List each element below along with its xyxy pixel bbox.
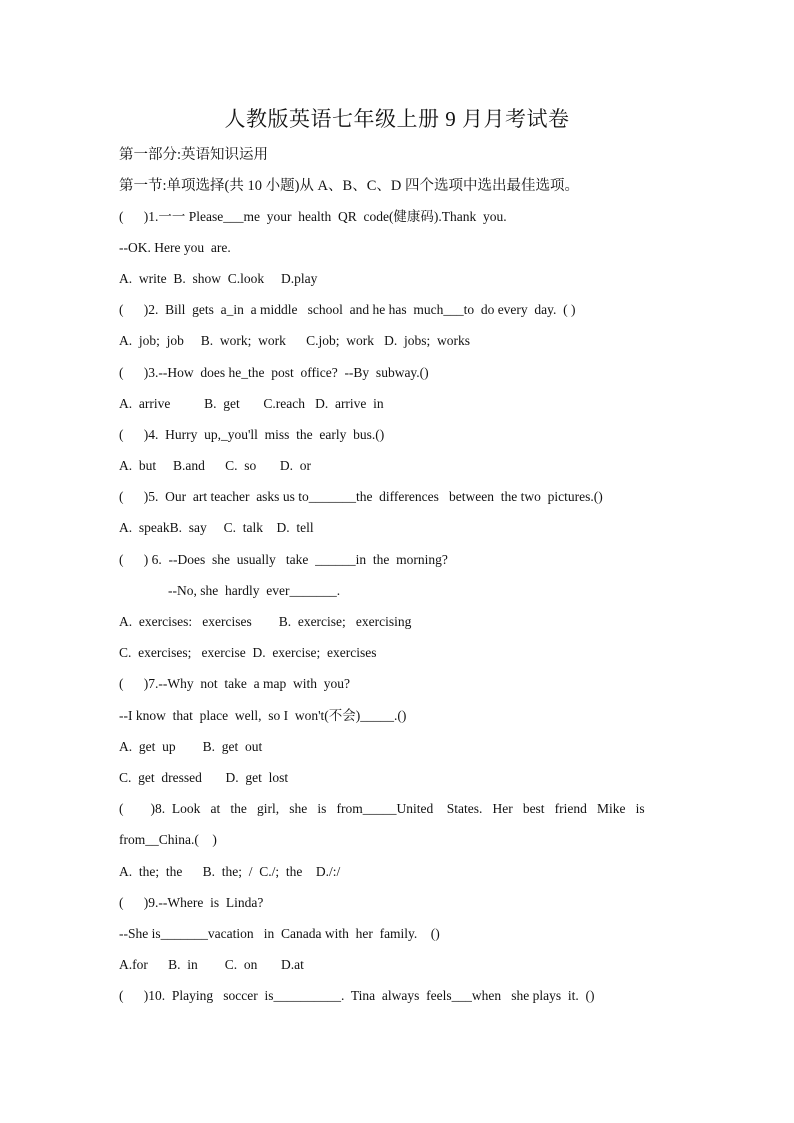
question-1-answer: --OK. Here you are. — [119, 240, 231, 255]
question-5: ( )5. Our art teacher asks us to_______the differences between the two pictures.() — [119, 489, 603, 504]
question-1: ( )1.一一 Please___me your health QR code(健康码).Thank you. — [119, 209, 507, 224]
part-heading: 第一部分:英语知识运用 — [119, 147, 269, 163]
question-10: ( )10. Playing soccer is__________. Tina always feels___when she plays it. () — [119, 988, 595, 1003]
question-1-options: A. write B. show C.look D.play — [119, 271, 318, 286]
section-heading: 第一节:单项选择(共 10 小题)从 A、B、C、D 四个选项中选出最佳选项。 — [119, 178, 579, 194]
question-4: ( )4. Hurry up,_you'll miss the early bus.() — [119, 427, 385, 442]
question-7-options-c: C. get dressed D. get lost — [119, 770, 289, 785]
question-4-options: A. but B.and C. so D. or — [119, 458, 311, 473]
question-6-options-c: C. exercises; exercise D. exercise; exercises — [119, 645, 377, 660]
question-2: ( )2. Bill gets a_in a middle school and he has much___to do every day. ( ) — [119, 302, 576, 317]
question-6: ( ) 6. --Does she usually take ______in the morning? — [119, 552, 448, 567]
question-2-options: A. job; job B. work; work C.job; work D. jobs; works — [119, 333, 470, 348]
question-6-reply: --No, she hardly ever_______. — [168, 583, 341, 598]
question-8: ( )8. Look at the girl, she is from_____United States. Her best friend Mike is — [119, 801, 645, 816]
question-8-options: A. the; the B. the; / C./; the D./:/ — [119, 864, 341, 879]
question-5-options: A. speakB. say C. talk D. tell — [119, 520, 314, 535]
question-9-options: A.for B. in C. on D.at — [119, 957, 304, 972]
question-7: ( )7.--Why not take a map with you? — [119, 676, 350, 691]
question-9-reply: --She is_______vacation in Canada with her family. () — [119, 926, 440, 941]
exam-title: 人教版英语七年级上册 9 月月考试卷 — [224, 107, 570, 131]
question-7-options-a: A. get up B. get out — [119, 739, 263, 754]
question-3-options: A. arrive B. get C.reach D. arrive in — [119, 396, 384, 411]
question-8-continued: from__China.( ) — [119, 832, 217, 847]
question-3: ( )3.--How does he_the post office? --By subway.() — [119, 365, 429, 380]
question-7-reply: --I know that place well, so I won't(不会)_____.() — [119, 708, 407, 723]
question-9: ( )9.--Where is Linda? — [119, 895, 264, 910]
question-6-options-a: A. exercises: exercises B. exercise; exercising — [119, 614, 412, 629]
